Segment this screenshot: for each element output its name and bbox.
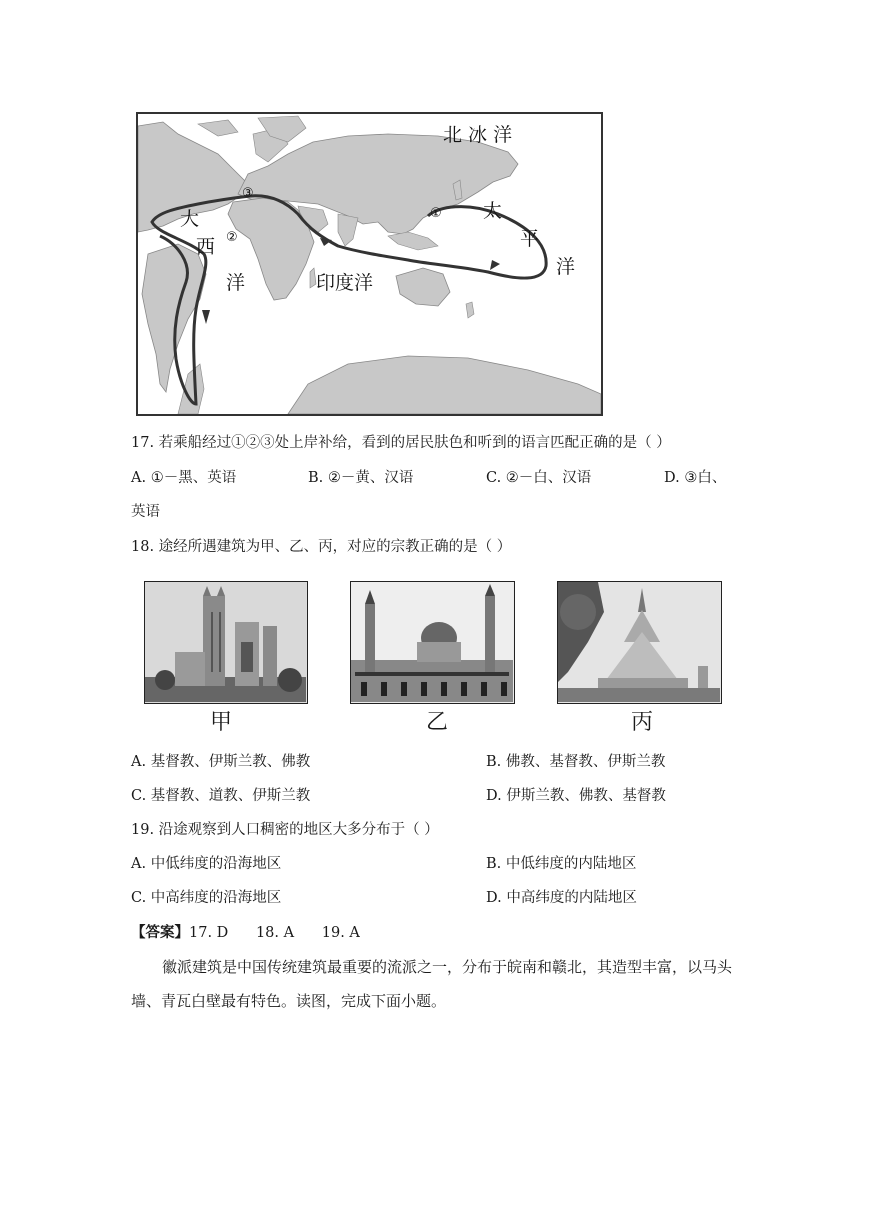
pacific-label-3: 洋: [556, 256, 576, 278]
q18-stem: 18. 途经所遇建筑为甲、乙、丙，对应的宗教正确的是（ ）: [131, 539, 512, 555]
q19-stem: 19. 沿途观察到人口稠密的地区大多分布于（ ）: [131, 822, 439, 838]
pacific-label-1: 太: [483, 200, 503, 222]
q19-option-b: B. 中低纬度的内陆地区: [486, 856, 637, 872]
q19-option-d: D. 中高纬度的内陆地区: [486, 890, 637, 906]
q17-stem: 17. 若乘船经过①②③处上岸补给，看到的居民肤色和听到的语言匹配正确的是（ ）: [131, 435, 671, 451]
passage-line-1: 徽派建筑是中国传统建筑最重要的流派之一，分布于皖南和赣北，其造型丰富，以马头: [162, 958, 733, 976]
map-graphic: [138, 114, 601, 414]
q17-option-b: B. ②－黄、汉语: [308, 470, 414, 486]
pacific-label-2: 平: [520, 228, 540, 250]
atlantic-label-1: 大: [180, 208, 200, 230]
q18-option-c: C. 基督教、道教、伊斯兰教: [131, 788, 311, 804]
q17-option-a: A. ①－黑、英语: [131, 470, 237, 486]
caption-bing: 丙: [631, 710, 654, 735]
marker-3: ③: [242, 186, 254, 201]
stupa-photo: [557, 581, 722, 704]
q19-option-a: A. 中低纬度的沿海地区: [131, 856, 282, 872]
q18-option-a: A. 基督教、伊斯兰教、佛教: [131, 754, 311, 770]
q19-option-c: C. 中高纬度的沿海地区: [131, 890, 282, 906]
indian-ocean-label: 印度洋: [316, 272, 374, 294]
mosque-photo: [350, 581, 515, 704]
world-route-map: [136, 112, 603, 416]
caption-yi: 乙: [426, 710, 449, 735]
atlantic-label-2: 西: [196, 236, 216, 258]
answer-line: [131, 921, 360, 942]
q17-option-d: D. ③白、: [664, 470, 727, 486]
arctic-ocean-label: 北 冰 洋: [443, 124, 513, 146]
cathedral-photo: [144, 581, 308, 704]
marker-2: ②: [226, 230, 238, 245]
marker-1: ①: [430, 206, 442, 221]
passage-line-2: 墙、青瓦白壁最有特色。读图，完成下面小题。: [131, 992, 447, 1010]
answer-text: 17. D 18. A 19. A: [189, 925, 360, 941]
q17-option-d-cont: 英语: [131, 504, 160, 520]
caption-jia: 甲: [210, 710, 233, 735]
q18-option-b: B. 佛教、基督教、伊斯兰教: [486, 754, 666, 770]
q17-option-c: C. ②－白、汉语: [486, 470, 592, 486]
answer-label: 【答案】: [131, 924, 189, 941]
atlantic-label-3: 洋: [226, 272, 246, 294]
q18-option-d: D. 伊斯兰教、佛教、基督教: [486, 788, 666, 804]
